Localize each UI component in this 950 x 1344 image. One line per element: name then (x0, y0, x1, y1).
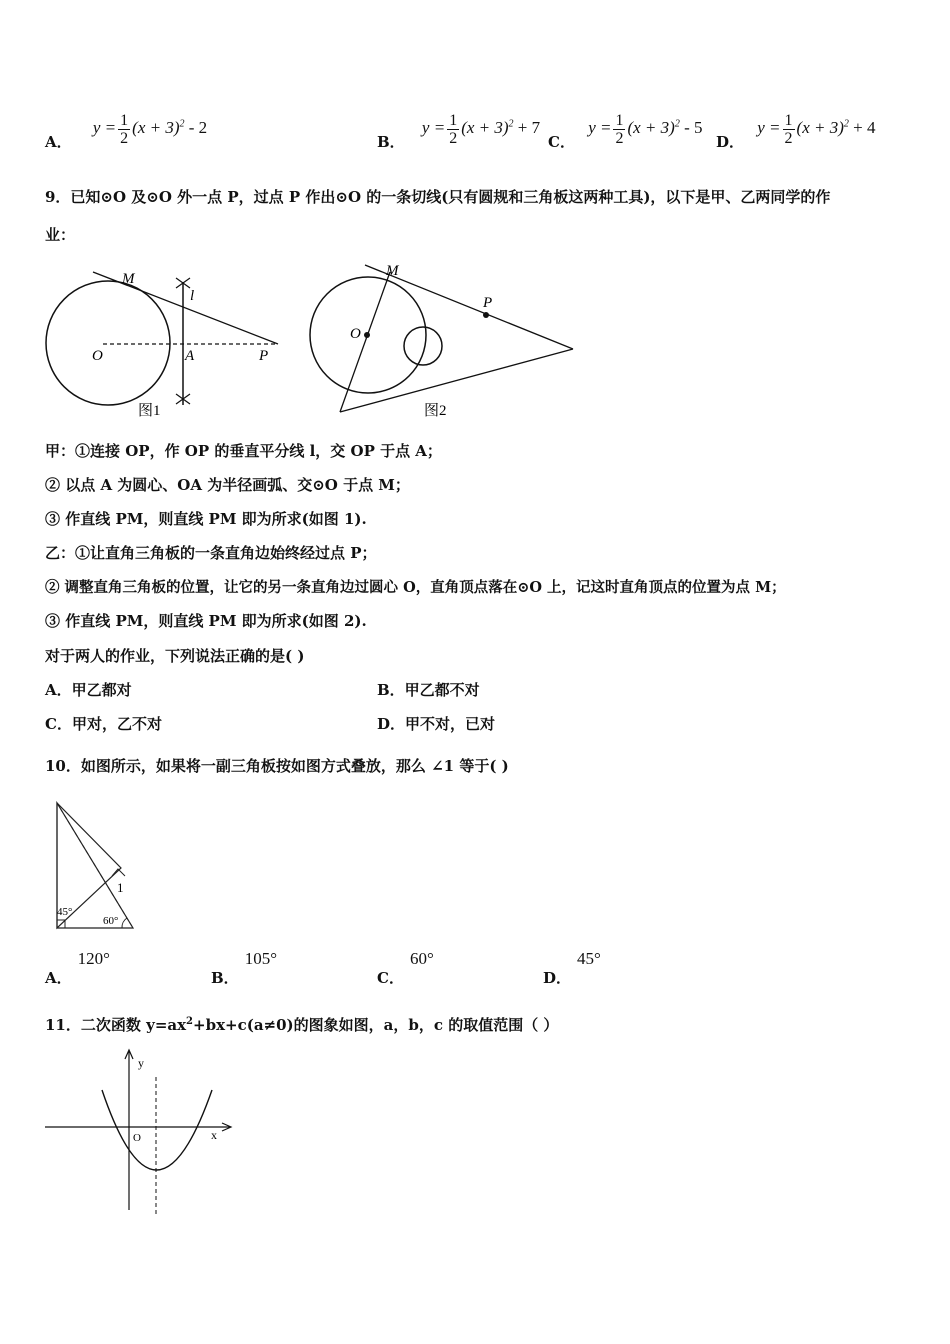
q10-option-d: D．45° (543, 949, 601, 987)
fig2-label-o: O (350, 326, 361, 342)
fig1-label-o: O (92, 348, 103, 364)
fig2-caption: 图2 (424, 403, 447, 419)
q9-option-a: A．甲乙都对 (45, 681, 132, 699)
fig2-small-circle (404, 327, 442, 365)
q9-option-b: B．甲乙都不对 (377, 681, 480, 699)
fig1-label-l: l (190, 288, 195, 304)
q9-step-2: ② 以点 A 为圆心、OA 为半径画弧、交⊙O 于点 M； (45, 476, 410, 494)
q9-option-c: C．甲对，乙不对 (45, 715, 162, 733)
fig2-point-p (483, 312, 489, 318)
q11-label-x: x (211, 1128, 217, 1142)
q8-option-b: B． y = $\frac{1}{2}$ $(x + 3)^2 + 7$ (377, 112, 541, 152)
q11-label-y: y (138, 1056, 144, 1070)
fig2-label-p: P (483, 295, 493, 311)
q9-step-3: ③ 作直线 PM，则直线 PM 即为所求(如图 1). (45, 510, 367, 528)
q11-stem: 11．二次函数 $y=ax^2+bx+c(a\ne 0)$的图象如图，a，b，c 的取值范围（ ） (45, 1016, 559, 1034)
q8-option-a: A． y = $\frac{1}{2}$ $(x + 3)^2 - 2$ (45, 112, 208, 152)
q10-option-a: A．120° (45, 949, 110, 987)
fig1-circle (46, 281, 170, 405)
q10-label-1: 1 (117, 880, 124, 895)
fig1-tangent-line (93, 272, 278, 344)
fig2-point-o (364, 332, 370, 338)
q9-step-4: 乙：①让直角三角板的一条直角边始终经过点 P； (45, 544, 377, 562)
q10-figure (48, 798, 143, 936)
q11-graph (40, 1045, 240, 1220)
q9-figure-1 (40, 262, 290, 422)
q9-question: 对于两人的作业，下列说法正确的是( ) (45, 647, 305, 665)
q9-step-5: ② 调整直角三角板的位置，让它的另一条直角边过圆心 O，直角顶点落在⊙O 上，记这时直角顶点的位置为点 M； (45, 579, 786, 596)
q9-stem-line1: 9．已知⊙O 及⊙O 外一点 P，过点 P 作出⊙O 的一条切线(只有圆规和三角板这两种工具)，以下是甲、乙两同学的作 (45, 188, 831, 206)
q10-stem: 10．如图所示，如果将一副三角板按如图方式叠放，那么 ∠1 等于( ) (45, 757, 509, 775)
q9-stem-line2: 业： (45, 226, 76, 244)
fig1-label-a: A (185, 348, 195, 364)
q10-label-45: 45° (57, 906, 73, 918)
fig2-line-bottom (340, 349, 573, 412)
fig1-caption: 图1 (138, 403, 161, 419)
q9-step-1: 甲：①连接 OP，作 OP 的垂直平分线 l，交 OP 于点 A； (45, 442, 442, 460)
q10-option-c: C．60° (377, 949, 434, 987)
q9-option-d: D．甲不对，已对 (377, 715, 496, 733)
q10-label-60: 60° (103, 915, 119, 927)
fig1-label-p: P (259, 348, 269, 364)
q9-step-6: ③ 作直线 PM，则直线 PM 即为所求(如图 2). (45, 612, 367, 630)
q10-option-b: B．105° (211, 949, 277, 987)
q8-option-c: C． y = $\frac{1}{2}$ $(x + 3)^2 - 5$ (548, 112, 703, 152)
fig2-label-m: M (386, 263, 399, 279)
fig1-label-m: M (122, 271, 135, 287)
q11-parabola (102, 1090, 212, 1170)
q10-arc-60 (122, 918, 127, 928)
q8-option-d: D． y = $\frac{1}{2}$ $(x + 3)^2 + 4$ (716, 112, 876, 152)
q11-label-o: O (133, 1132, 141, 1144)
q9-figure-2 (300, 258, 590, 423)
